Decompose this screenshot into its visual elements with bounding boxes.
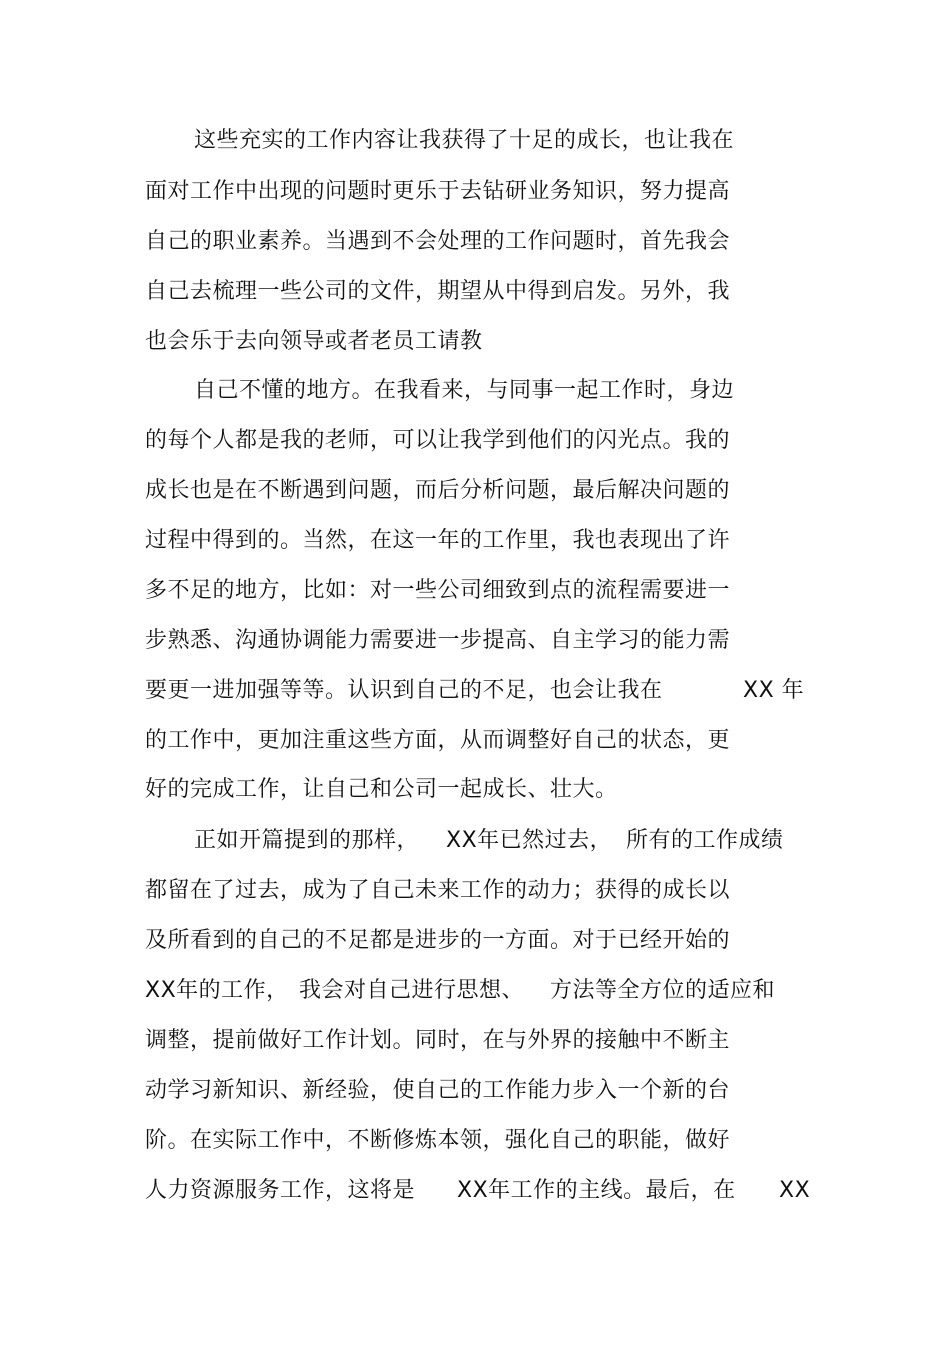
paragraph-1-line-3: 自己的职业素养。当遇到不会处理的工作问题时，首先我会 [145, 229, 731, 254]
paragraph-2-line-8: 的工作中，更加注重这些方面，从而调整好自己的状态，更 [145, 728, 731, 753]
line-7-year-text: XX 年 [743, 678, 805, 703]
line-7-left-text: 要更一进加强等等。认识到自己的不足，也会让我在 [145, 678, 663, 703]
paragraph-3-line-5: 调整，提前做好工作计划。同时，在与外界的接触中不断主 [145, 1028, 731, 1053]
paragraph-3-line-6: 动学习新知识、新经验，使自己的工作能力步入一个新的台 [145, 1078, 731, 1103]
paragraph-2-line-6: 步熟悉、沟通协调能力需要进一步提高、自主学习的能力需 [145, 628, 731, 653]
paragraph-1-line-5: 也会乐于去向领导或者老员工请教 [145, 329, 483, 354]
p3-l8-b: XX年工作的主线。最后，在 [457, 1178, 736, 1203]
paragraph-2-line-3: 成长也是在不断遇到问题，而后分析问题，最后解决问题的 [145, 478, 731, 503]
paragraph-3-line-8 [145, 1174, 825, 1208]
paragraph-1-line-1: 这些充实的工作内容让我获得了十足的成长，也让我在 [194, 128, 735, 153]
paragraph-2-line-1: 自己不懂的地方。在我看来，与同事一起工作时，身边 [194, 378, 735, 403]
p3-l1-c: 所有的工作成绩 [626, 828, 784, 853]
paragraph-2-line-5: 多不足的地方，比如：对一些公司细致到点的流程需要进一 [145, 578, 731, 603]
paragraph-3-line-7: 阶。在实际工作中，不断修炼本领，强化自己的职能，做好 [145, 1128, 731, 1153]
paragraph-1-line-2: 面对工作中出现的问题时更乐于去钻研业务知识，努力提高 [145, 179, 731, 204]
paragraph-3-line-2: 都留在了过去，成为了自己未来工作的动力；获得的成长以 [145, 878, 731, 903]
paragraph-3-line-1 [194, 824, 804, 858]
paragraph-2-line-2: 的每个人都是我的老师，可以让我学到他们的闪光点。我的 [145, 428, 731, 453]
p3-l4-c: 方法等全方位的适应和 [550, 978, 776, 1003]
paragraph-1-line-4: 自己去梳理一些公司的文件，期望从中得到启发。另外，我 [145, 279, 731, 304]
p3-l8-a: 人力资源服务工作，这将是 [145, 1178, 416, 1203]
paragraph-2-line-9: 好的完成工作，让自己和公司一起成长、壮大。 [145, 777, 618, 802]
paragraph-2-line-4: 过程中得到的。当然，在这一年的工作里，我也表现出了许 [145, 528, 731, 553]
paragraph-3-line-4 [145, 974, 795, 1008]
paragraph-2-line-7 [145, 674, 825, 708]
p3-l8-c: XX [779, 1178, 811, 1203]
p3-l1-a: 正如开篇提到的那样， [194, 828, 420, 853]
paragraph-3-line-3: 及所看到的自己的不足都是进步的一方面。对于已经开始的 [145, 928, 731, 953]
p3-l4-b: 我会对自己进行思想、 [299, 978, 525, 1003]
p3-l4-a: XX年的工作， [145, 978, 289, 1003]
p3-l1-b: XX年已然过去， [446, 828, 613, 853]
